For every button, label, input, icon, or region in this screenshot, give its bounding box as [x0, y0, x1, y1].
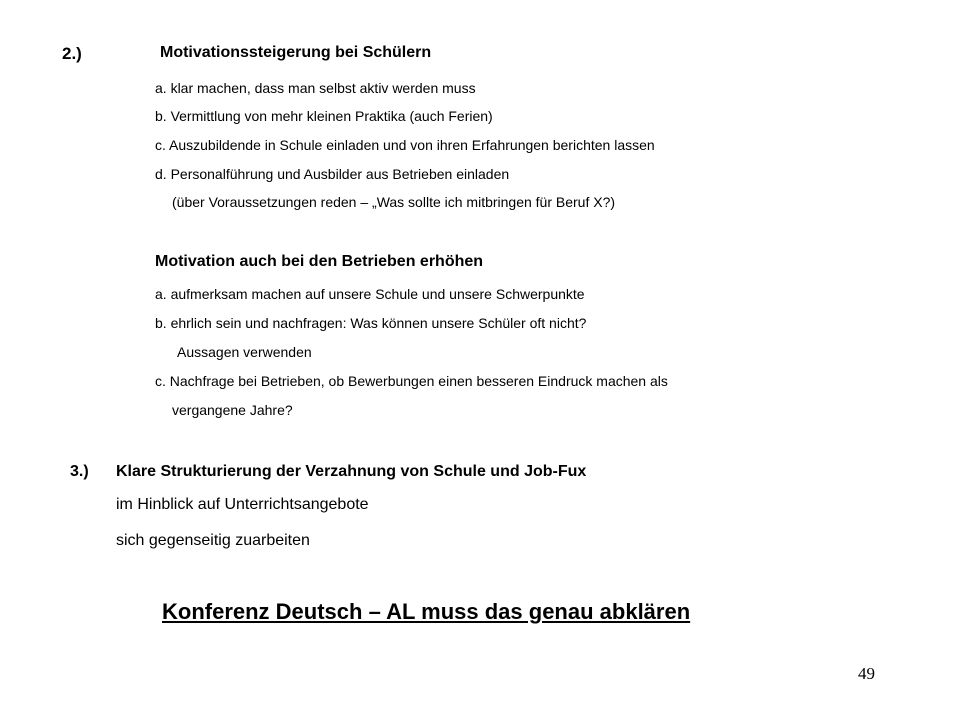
motivation-item-a: a. aufmerksam machen auf unsere Schule und unsere Schwerpunkte [155, 286, 585, 302]
section-2-number: 2.) [62, 44, 82, 63]
section-2-item-d-continuation: (über Voraussetzungen reden – „Was sollte ich mitbringen für Beruf X?) [172, 194, 616, 210]
motivation-item-b-continuation: Aussagen verwenden [177, 344, 312, 360]
section-3-line-2: sich gegenseitig zuarbeiten [116, 532, 310, 549]
motivation-item-c: c. Nachfrage bei Betrieben, ob Bewerbungen einen besseren Eindruck machen als [155, 373, 668, 389]
section-2-item-a: a. klar machen, dass man selbst aktiv werden muss [155, 80, 476, 96]
section-2-item-d: d. Personalführung und Ausbilder aus Betrieben einladen [155, 166, 510, 182]
section-3-line-1: im Hinblick auf Unterrichtsangebote [116, 496, 369, 513]
section-2-item-b: b. Vermittlung von mehr kleinen Praktika (auch Ferien) [155, 108, 493, 124]
motivation-betriebe-heading: Motivation auch bei den Betrieben erhöhen [155, 253, 484, 270]
section-3-heading: Klare Strukturierung der Verzahnung von Schule und Job-Fux [116, 463, 587, 480]
motivation-item-b: b. ehrlich sein und nachfragen: Was können unsere Schüler oft nicht? [155, 315, 587, 331]
section-2-item-c: c. Auszubildende in Schule einladen und von ihren Erfahrungen berichten lassen [155, 137, 655, 153]
page-number: 49 [858, 664, 875, 683]
conference-note: Konferenz Deutsch – AL muss das genau abklären [162, 599, 691, 624]
motivation-item-c-continuation: vergangene Jahre? [172, 402, 293, 418]
section-3-number: 3.) [70, 463, 89, 480]
section-2-heading: Motivationssteigerung bei Schülern [160, 44, 432, 61]
